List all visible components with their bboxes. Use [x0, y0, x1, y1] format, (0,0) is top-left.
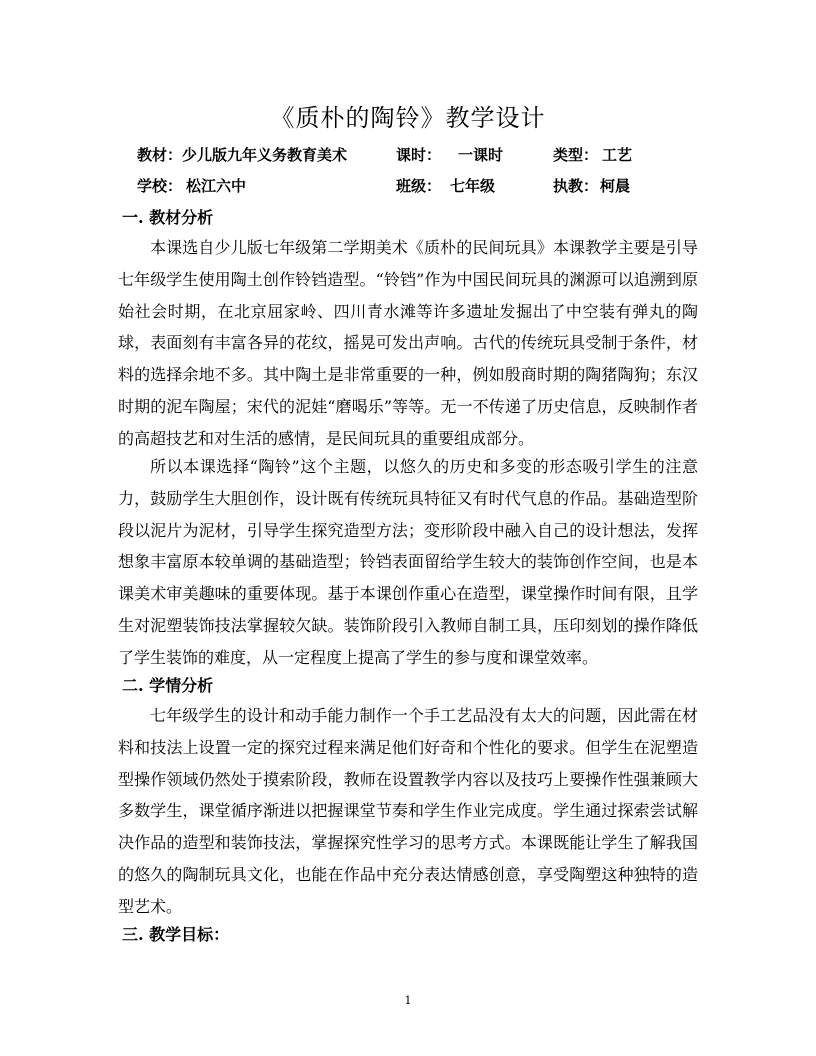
school-label: 学校： — [137, 177, 183, 195]
textbook-label: 教材： — [137, 146, 183, 164]
class-label: 班级： — [396, 177, 442, 195]
type-label: 类型： — [553, 146, 599, 164]
page-number: 1 — [404, 994, 412, 1007]
teacher-label: 执教： — [553, 177, 599, 195]
paragraph-student-1: 七年级学生的设计和动手能力制作一个手工艺品没有太大的问题，因此需在材料和技法上设置一定的探究过程来满足他们好奇和个性化的要求。但学生在泥塑造型操作领域仍然处于摸索阶段，教师在设置教学内容以及技巧上要操作性强兼顾大多数学生，课堂循序渐进以把握课堂节奏和学生作业完成度。学生通过探索尝试解决作品的造型和装饰技法，掌握探究性学习的思考方式。本课既能让学生了解我国的悠久的陶制玩具文化，也能在作品中充分表达情感创意，享受陶塑这种独特的造型艺术。 — [118, 706, 698, 916]
period-value: 一课时 — [458, 146, 504, 164]
teacher-value: 柯晨 — [600, 177, 631, 195]
meta-row-1 — [0, 144, 816, 168]
paragraph-material-1: 本课选自少儿版七年级第二学期美术《质朴的民间玩具》本课教学主要是引导七年级学生使用陶土创作铃铛造型。“铃铛”作为中国民间玩具的渊源可以追溯到原始社会时期，在北京屈家岭、四川青水滩等许多遗址发掘出了中空装有弹丸的陶球，表面刻有丰富各异的花纹，摇晃可发出声响。古代的传统玩具受制于条件，材料的选择余地不多。其中陶土是非常重要的一种，例如殷商时期的陶猪陶狗；东汉时期的泥车陶屋；宋代的泥娃“磨喝乐”等等。无一不传递了历史信息，反映制作者的高超技艺和对生活的感情，是民间玩具的重要组成部分。 — [118, 238, 698, 448]
section-heading-teaching-goals: 三. 教学目标： — [122, 925, 230, 944]
meta-row-2 — [0, 175, 816, 199]
school-value: 松江六中 — [186, 177, 247, 195]
type-value: 工艺 — [602, 146, 633, 164]
paragraph-material-2: 所以本课选择“陶铃”这个主题，以悠久的历史和多变的形态吸引学生的注意力，鼓励学生大胆创作，设计既有传统玩具特征又有时代气息的作品。基础造型阶段以泥片为泥材，引导学生探究造型方法；变形阶段中融入自己的设计想法，发挥想象丰富原本较单调的基础造型；铃铛表面留给学生较大的装饰创作空间，也是本课美术审美趣味的重要体现。基于本课创作重心在造型，课堂操作时间有限，且学生对泥塑装饰技法掌握较欠缺。装饰阶段引入教师自制工具，压印刻划的操作降低了学生装饰的难度，从一定程度上提高了学生的参与度和课堂效率。 — [118, 457, 698, 667]
section-heading-student-analysis: 二. 学情分析 — [122, 676, 214, 695]
section-heading-material-analysis: 一. 教材分析 — [122, 208, 214, 227]
class-value: 七年级 — [450, 177, 496, 195]
document-title: 《质朴的陶铃》教学设计 — [270, 104, 546, 132]
period-label: 课时： — [396, 146, 442, 164]
textbook-value: 少儿版九年义务教育美术 — [182, 146, 348, 164]
